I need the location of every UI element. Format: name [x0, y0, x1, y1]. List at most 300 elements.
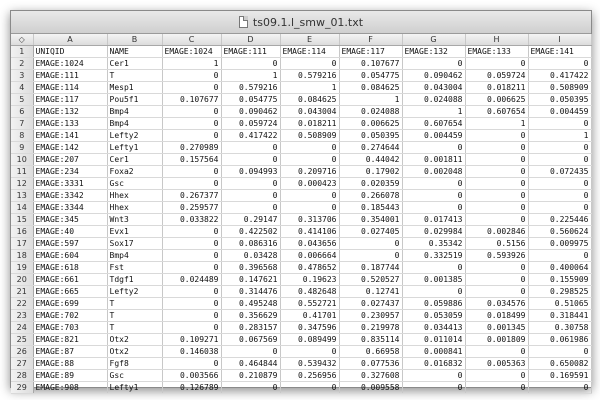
cell-d25[interactable]: 0.067569 — [221, 334, 280, 346]
cell-a7[interactable]: EMAGE:133 — [33, 118, 107, 130]
cell-h16[interactable]: 0.002846 — [465, 226, 528, 238]
cell-e29[interactable]: 0 — [280, 382, 339, 394]
cell-i1[interactable]: EMAGE:141 — [528, 46, 591, 58]
cell-d27[interactable]: 0.464844 — [221, 358, 280, 370]
cell-i6[interactable]: 0.004459 — [528, 106, 591, 118]
cell-b3[interactable]: T — [107, 70, 162, 82]
cell-i18[interactable]: 0 — [528, 250, 591, 262]
cell-b15[interactable]: Wnt3 — [107, 214, 162, 226]
cell-c4[interactable]: 0 — [162, 82, 221, 94]
row-header[interactable]: 29 — [11, 382, 33, 394]
cell-i7[interactable]: 0 — [528, 118, 591, 130]
cell-i11[interactable]: 0.072435 — [528, 166, 591, 178]
cell-b10[interactable]: Cer1 — [107, 154, 162, 166]
cell-a26[interactable]: EMAGE:87 — [33, 346, 107, 358]
cell-b8[interactable]: Lefty2 — [107, 130, 162, 142]
cell-a13[interactable]: EMAGE:3342 — [33, 190, 107, 202]
cell-d1[interactable]: EMAGE:111 — [221, 46, 280, 58]
cell-i12[interactable]: 0 — [528, 178, 591, 190]
cell-d28[interactable]: 0.210879 — [221, 370, 280, 382]
cell-i4[interactable]: 0.508909 — [528, 82, 591, 94]
cell-g14[interactable]: 0 — [402, 202, 465, 214]
cell-h18[interactable]: 0.593926 — [465, 250, 528, 262]
row-header[interactable]: 23 — [11, 310, 33, 322]
cell-b1[interactable]: NAME — [107, 46, 162, 58]
cell-d24[interactable]: 0.283157 — [221, 322, 280, 334]
cell-g21[interactable]: 0 — [402, 286, 465, 298]
cell-g18[interactable]: 0.332519 — [402, 250, 465, 262]
cell-f19[interactable]: 0.187744 — [339, 262, 402, 274]
cell-f15[interactable]: 0.354001 — [339, 214, 402, 226]
cell-c5[interactable]: 0.107677 — [162, 94, 221, 106]
cell-f22[interactable]: 0.027437 — [339, 298, 402, 310]
cell-e13[interactable]: 0 — [280, 190, 339, 202]
cell-f16[interactable]: 0.027405 — [339, 226, 402, 238]
cell-c8[interactable]: 0 — [162, 130, 221, 142]
cell-f7[interactable]: 0.006625 — [339, 118, 402, 130]
column-header-h[interactable]: H — [465, 34, 528, 46]
cell-c28[interactable]: 0.003566 — [162, 370, 221, 382]
cell-b22[interactable]: T — [107, 298, 162, 310]
cell-h2[interactable]: 0 — [465, 58, 528, 70]
cell-b23[interactable]: T — [107, 310, 162, 322]
cell-d29[interactable]: 0 — [221, 382, 280, 394]
cell-g11[interactable]: 0.002048 — [402, 166, 465, 178]
cell-f11[interactable]: 0.17902 — [339, 166, 402, 178]
cell-g29[interactable]: 0 — [402, 382, 465, 394]
cell-d11[interactable]: 0.094993 — [221, 166, 280, 178]
cell-d17[interactable]: 0.086316 — [221, 238, 280, 250]
cell-e12[interactable]: 0.000423 — [280, 178, 339, 190]
cell-e11[interactable]: 0.209716 — [280, 166, 339, 178]
cell-e25[interactable]: 0.089499 — [280, 334, 339, 346]
cell-a1[interactable]: UNIQID — [33, 46, 107, 58]
row-header[interactable]: 24 — [11, 322, 33, 334]
cell-g26[interactable]: 0.000841 — [402, 346, 465, 358]
cell-h9[interactable]: 0 — [465, 142, 528, 154]
cell-a4[interactable]: EMAGE:114 — [33, 82, 107, 94]
cell-d20[interactable]: 0.147621 — [221, 274, 280, 286]
cell-h27[interactable]: 0.005363 — [465, 358, 528, 370]
cell-i2[interactable]: 0 — [528, 58, 591, 70]
cell-c11[interactable]: 0 — [162, 166, 221, 178]
cell-c29[interactable]: 0.126789 — [162, 382, 221, 394]
cell-d21[interactable]: 0.314476 — [221, 286, 280, 298]
cell-e16[interactable]: 0.414106 — [280, 226, 339, 238]
cell-a17[interactable]: EMAGE:597 — [33, 238, 107, 250]
cell-f27[interactable]: 0.077536 — [339, 358, 402, 370]
cell-b16[interactable]: Evx1 — [107, 226, 162, 238]
row-header[interactable]: 6 — [11, 106, 33, 118]
cell-h3[interactable]: 0.059724 — [465, 70, 528, 82]
row-header[interactable]: 2 — [11, 58, 33, 70]
cell-c2[interactable]: 1 — [162, 58, 221, 70]
cell-d3[interactable]: 1 — [221, 70, 280, 82]
cell-d26[interactable]: 0 — [221, 346, 280, 358]
cell-f14[interactable]: 0.185443 — [339, 202, 402, 214]
column-header-c[interactable]: C — [162, 34, 221, 46]
cell-a20[interactable]: EMAGE:661 — [33, 274, 107, 286]
column-header-g[interactable]: G — [402, 34, 465, 46]
cell-a8[interactable]: EMAGE:141 — [33, 130, 107, 142]
cell-e1[interactable]: EMAGE:114 — [280, 46, 339, 58]
cell-e8[interactable]: 0.508909 — [280, 130, 339, 142]
cell-i8[interactable]: 1 — [528, 130, 591, 142]
cell-d5[interactable]: 0.054775 — [221, 94, 280, 106]
cell-g12[interactable]: 0 — [402, 178, 465, 190]
cell-g2[interactable]: 0 — [402, 58, 465, 70]
cell-e21[interactable]: 0.482648 — [280, 286, 339, 298]
cell-h13[interactable]: 0 — [465, 190, 528, 202]
row-header[interactable]: 25 — [11, 334, 33, 346]
cell-c24[interactable]: 0 — [162, 322, 221, 334]
cell-c20[interactable]: 0.024489 — [162, 274, 221, 286]
cell-f23[interactable]: 0.230957 — [339, 310, 402, 322]
cell-g20[interactable]: 0.001385 — [402, 274, 465, 286]
cell-h10[interactable]: 0 — [465, 154, 528, 166]
cell-i21[interactable]: 0.298525 — [528, 286, 591, 298]
cell-b29[interactable]: Lefty1 — [107, 382, 162, 394]
cell-d10[interactable]: 0 — [221, 154, 280, 166]
select-all-corner[interactable] — [11, 34, 33, 46]
row-header[interactable]: 1 — [11, 46, 33, 58]
cell-e17[interactable]: 0.043656 — [280, 238, 339, 250]
cell-a6[interactable]: EMAGE:132 — [33, 106, 107, 118]
cell-i26[interactable]: 0 — [528, 346, 591, 358]
cell-e7[interactable]: 0.018211 — [280, 118, 339, 130]
cell-c25[interactable]: 0.109271 — [162, 334, 221, 346]
cell-e5[interactable]: 0.084625 — [280, 94, 339, 106]
cell-g6[interactable]: 1 — [402, 106, 465, 118]
cell-i24[interactable]: 0.30758 — [528, 322, 591, 334]
cell-h6[interactable]: 0.607654 — [465, 106, 528, 118]
cell-d14[interactable]: 0 — [221, 202, 280, 214]
cell-i19[interactable]: 0.400064 — [528, 262, 591, 274]
cell-i28[interactable]: 0.169591 — [528, 370, 591, 382]
cell-c6[interactable]: 0 — [162, 106, 221, 118]
cell-f3[interactable]: 0.054775 — [339, 70, 402, 82]
cell-e6[interactable]: 0.043004 — [280, 106, 339, 118]
cell-i9[interactable]: 0 — [528, 142, 591, 154]
cell-h22[interactable]: 0.034576 — [465, 298, 528, 310]
cell-h29[interactable]: 0 — [465, 382, 528, 394]
cell-b17[interactable]: Sox17 — [107, 238, 162, 250]
cell-h24[interactable]: 0.001345 — [465, 322, 528, 334]
cell-a27[interactable]: EMAGE:88 — [33, 358, 107, 370]
cell-f29[interactable]: 0.009558 — [339, 382, 402, 394]
cell-e2[interactable]: 0 — [280, 58, 339, 70]
cell-d22[interactable]: 0.495248 — [221, 298, 280, 310]
column-header-i[interactable]: I — [528, 34, 591, 46]
cell-d18[interactable]: 0.03428 — [221, 250, 280, 262]
cell-e22[interactable]: 0.552721 — [280, 298, 339, 310]
cell-h4[interactable]: 0.018211 — [465, 82, 528, 94]
cell-f6[interactable]: 0.024088 — [339, 106, 402, 118]
cell-e4[interactable]: 1 — [280, 82, 339, 94]
cell-g15[interactable]: 0.017413 — [402, 214, 465, 226]
cell-g4[interactable]: 0.043004 — [402, 82, 465, 94]
cell-f25[interactable]: 0.835114 — [339, 334, 402, 346]
cell-a21[interactable]: EMAGE:665 — [33, 286, 107, 298]
cell-c3[interactable]: 0 — [162, 70, 221, 82]
row-header[interactable]: 26 — [11, 346, 33, 358]
cell-a29[interactable]: EMAGE:908 — [33, 382, 107, 394]
cell-d13[interactable]: 0 — [221, 190, 280, 202]
cell-f12[interactable]: 0.020359 — [339, 178, 402, 190]
cell-c21[interactable]: 0 — [162, 286, 221, 298]
cell-e15[interactable]: 0.313706 — [280, 214, 339, 226]
cell-b28[interactable]: Gsc — [107, 370, 162, 382]
cell-e3[interactable]: 0.579216 — [280, 70, 339, 82]
row-header[interactable]: 10 — [11, 154, 33, 166]
cell-i20[interactable]: 0.155909 — [528, 274, 591, 286]
cell-i10[interactable]: 0 — [528, 154, 591, 166]
cell-c1[interactable]: EMAGE:1024 — [162, 46, 221, 58]
row-header[interactable]: 5 — [11, 94, 33, 106]
cell-i5[interactable]: 0.050395 — [528, 94, 591, 106]
cell-g27[interactable]: 0.016832 — [402, 358, 465, 370]
cell-i25[interactable]: 0.061986 — [528, 334, 591, 346]
cell-c27[interactable]: 0 — [162, 358, 221, 370]
cell-c15[interactable]: 0.033822 — [162, 214, 221, 226]
cell-a5[interactable]: EMAGE:117 — [33, 94, 107, 106]
cell-b6[interactable]: Bmp4 — [107, 106, 162, 118]
cell-h17[interactable]: 0.5156 — [465, 238, 528, 250]
cell-g9[interactable]: 0 — [402, 142, 465, 154]
cell-f18[interactable]: 0 — [339, 250, 402, 262]
row-header[interactable]: 22 — [11, 298, 33, 310]
row-header[interactable]: 28 — [11, 370, 33, 382]
cell-g5[interactable]: 0.024088 — [402, 94, 465, 106]
cell-f21[interactable]: 0.12741 — [339, 286, 402, 298]
cell-d6[interactable]: 0.090462 — [221, 106, 280, 118]
cell-f8[interactable]: 0.050395 — [339, 130, 402, 142]
cell-d9[interactable]: 0 — [221, 142, 280, 154]
cell-b11[interactable]: Foxa2 — [107, 166, 162, 178]
cell-e18[interactable]: 0.006664 — [280, 250, 339, 262]
cell-d12[interactable]: 0 — [221, 178, 280, 190]
cell-h1[interactable]: EMAGE:133 — [465, 46, 528, 58]
column-header-d[interactable]: D — [221, 34, 280, 46]
cell-a24[interactable]: EMAGE:703 — [33, 322, 107, 334]
cell-c9[interactable]: 0.270989 — [162, 142, 221, 154]
cell-d16[interactable]: 0.422502 — [221, 226, 280, 238]
cell-e24[interactable]: 0.347596 — [280, 322, 339, 334]
cell-h23[interactable]: 0.018499 — [465, 310, 528, 322]
cell-d2[interactable]: 0 — [221, 58, 280, 70]
cell-f5[interactable]: 1 — [339, 94, 402, 106]
cell-h26[interactable]: 0 — [465, 346, 528, 358]
title-bar[interactable] — [11, 11, 591, 34]
cell-g8[interactable]: 0.004459 — [402, 130, 465, 142]
row-header[interactable]: 3 — [11, 70, 33, 82]
cell-g7[interactable]: 0.607654 — [402, 118, 465, 130]
cell-a25[interactable]: EMAGE:821 — [33, 334, 107, 346]
cell-i23[interactable]: 0.318441 — [528, 310, 591, 322]
row-header[interactable]: 20 — [11, 274, 33, 286]
cell-i3[interactable]: 0.417422 — [528, 70, 591, 82]
cell-f1[interactable]: EMAGE:117 — [339, 46, 402, 58]
cell-e19[interactable]: 0.478652 — [280, 262, 339, 274]
row-header[interactable]: 15 — [11, 214, 33, 226]
cell-a2[interactable]: EMAGE:1024 — [33, 58, 107, 70]
cell-a11[interactable]: EMAGE:234 — [33, 166, 107, 178]
cell-h12[interactable]: 0 — [465, 178, 528, 190]
cell-c13[interactable]: 0.267377 — [162, 190, 221, 202]
cell-f2[interactable]: 0.107677 — [339, 58, 402, 70]
row-header[interactable]: 11 — [11, 166, 33, 178]
cell-e26[interactable]: 0 — [280, 346, 339, 358]
cell-a10[interactable]: EMAGE:207 — [33, 154, 107, 166]
cell-f17[interactable]: 0 — [339, 238, 402, 250]
cell-c16[interactable]: 0 — [162, 226, 221, 238]
cell-f20[interactable]: 0.520527 — [339, 274, 402, 286]
cell-e9[interactable]: 0 — [280, 142, 339, 154]
cell-a19[interactable]: EMAGE:618 — [33, 262, 107, 274]
cell-h21[interactable]: 0 — [465, 286, 528, 298]
cell-b9[interactable]: Lefty1 — [107, 142, 162, 154]
cell-h7[interactable]: 1 — [465, 118, 528, 130]
cell-d19[interactable]: 0.396568 — [221, 262, 280, 274]
cell-e27[interactable]: 0.539432 — [280, 358, 339, 370]
cell-h20[interactable]: 0 — [465, 274, 528, 286]
cell-g16[interactable]: 0.029984 — [402, 226, 465, 238]
cell-f4[interactable]: 0.084625 — [339, 82, 402, 94]
cell-b14[interactable]: Hhex — [107, 202, 162, 214]
cell-g13[interactable]: 0 — [402, 190, 465, 202]
cell-h28[interactable]: 0 — [465, 370, 528, 382]
cell-e23[interactable]: 0.41701 — [280, 310, 339, 322]
cell-i13[interactable]: 0 — [528, 190, 591, 202]
row-header[interactable]: 8 — [11, 130, 33, 142]
cell-h11[interactable]: 0 — [465, 166, 528, 178]
cell-i22[interactable]: 0.51065 — [528, 298, 591, 310]
cell-b2[interactable]: Cer1 — [107, 58, 162, 70]
cell-b12[interactable]: Gsc — [107, 178, 162, 190]
cell-g28[interactable]: 0 — [402, 370, 465, 382]
cell-f9[interactable]: 0.274644 — [339, 142, 402, 154]
cell-i15[interactable]: 0.225446 — [528, 214, 591, 226]
cell-a23[interactable]: EMAGE:702 — [33, 310, 107, 322]
cell-e10[interactable]: 0 — [280, 154, 339, 166]
cell-h14[interactable]: 0 — [465, 202, 528, 214]
cell-b19[interactable]: Fst — [107, 262, 162, 274]
cell-g24[interactable]: 0.034413 — [402, 322, 465, 334]
cell-e28[interactable]: 0.256956 — [280, 370, 339, 382]
cell-i29[interactable]: 0 — [528, 382, 591, 394]
cell-g25[interactable]: 0.011014 — [402, 334, 465, 346]
cell-h5[interactable]: 0.006625 — [465, 94, 528, 106]
row-header[interactable]: 14 — [11, 202, 33, 214]
cell-b5[interactable]: Pou5f1 — [107, 94, 162, 106]
cell-e20[interactable]: 0.19623 — [280, 274, 339, 286]
cell-a3[interactable]: EMAGE:111 — [33, 70, 107, 82]
cell-g22[interactable]: 0.059886 — [402, 298, 465, 310]
cell-d7[interactable]: 0.059724 — [221, 118, 280, 130]
column-header-a[interactable]: A — [33, 34, 107, 46]
cell-h19[interactable]: 0 — [465, 262, 528, 274]
cell-a9[interactable]: EMAGE:142 — [33, 142, 107, 154]
column-header-f[interactable]: F — [339, 34, 402, 46]
cell-g17[interactable]: 0.35342 — [402, 238, 465, 250]
cell-i17[interactable]: 0.009975 — [528, 238, 591, 250]
cell-c22[interactable]: 0 — [162, 298, 221, 310]
cell-d8[interactable]: 0.417422 — [221, 130, 280, 142]
cell-c18[interactable]: 0 — [162, 250, 221, 262]
row-header[interactable]: 17 — [11, 238, 33, 250]
cell-a12[interactable]: EMAGE:3331 — [33, 178, 107, 190]
cell-f10[interactable]: 0.44042 — [339, 154, 402, 166]
cell-c23[interactable]: 0 — [162, 310, 221, 322]
cell-a28[interactable]: EMAGE:89 — [33, 370, 107, 382]
cell-b20[interactable]: Tdgf1 — [107, 274, 162, 286]
row-header[interactable]: 9 — [11, 142, 33, 154]
cell-b4[interactable]: Mesp1 — [107, 82, 162, 94]
cell-c12[interactable]: 0 — [162, 178, 221, 190]
row-header[interactable]: 7 — [11, 118, 33, 130]
cell-a18[interactable]: EMAGE:604 — [33, 250, 107, 262]
cell-b24[interactable]: T — [107, 322, 162, 334]
cell-i14[interactable]: 0 — [528, 202, 591, 214]
cell-c17[interactable]: 0 — [162, 238, 221, 250]
cell-b25[interactable]: Otx2 — [107, 334, 162, 346]
row-header[interactable]: 18 — [11, 250, 33, 262]
cell-h15[interactable]: 0 — [465, 214, 528, 226]
cell-a22[interactable]: EMAGE:699 — [33, 298, 107, 310]
row-header[interactable]: 16 — [11, 226, 33, 238]
row-header[interactable]: 12 — [11, 178, 33, 190]
row-header[interactable]: 19 — [11, 262, 33, 274]
cell-g19[interactable]: 0 — [402, 262, 465, 274]
cell-b18[interactable]: Bmp4 — [107, 250, 162, 262]
cell-g3[interactable]: 0.090462 — [402, 70, 465, 82]
cell-d23[interactable]: 0.356629 — [221, 310, 280, 322]
cell-g1[interactable]: EMAGE:132 — [402, 46, 465, 58]
cell-c7[interactable]: 0 — [162, 118, 221, 130]
cell-b21[interactable]: Lefty2 — [107, 286, 162, 298]
cell-g10[interactable]: 0.001811 — [402, 154, 465, 166]
cell-c14[interactable]: 0.259577 — [162, 202, 221, 214]
column-header-e[interactable]: E — [280, 34, 339, 46]
cell-h8[interactable]: 0 — [465, 130, 528, 142]
cell-f13[interactable]: 0.266078 — [339, 190, 402, 202]
cell-d15[interactable]: 0.29147 — [221, 214, 280, 226]
cell-h25[interactable]: 0.001809 — [465, 334, 528, 346]
cell-i27[interactable]: 0.650082 — [528, 358, 591, 370]
cell-a15[interactable]: EMAGE:345 — [33, 214, 107, 226]
row-header[interactable]: 27 — [11, 358, 33, 370]
cell-e14[interactable]: 0 — [280, 202, 339, 214]
row-header[interactable]: 4 — [11, 82, 33, 94]
row-header[interactable]: 13 — [11, 190, 33, 202]
cell-d4[interactable]: 0.579216 — [221, 82, 280, 94]
row-header[interactable]: 21 — [11, 286, 33, 298]
cell-a16[interactable]: EMAGE:40 — [33, 226, 107, 238]
cell-c26[interactable]: 0.146038 — [162, 346, 221, 358]
cell-b27[interactable]: Fgf8 — [107, 358, 162, 370]
cell-f28[interactable]: 0.327608 — [339, 370, 402, 382]
cell-f26[interactable]: 0.66958 — [339, 346, 402, 358]
cell-b7[interactable]: Bmp4 — [107, 118, 162, 130]
cell-c19[interactable]: 0 — [162, 262, 221, 274]
cell-f24[interactable]: 0.219978 — [339, 322, 402, 334]
cell-b13[interactable]: Hhex — [107, 190, 162, 202]
cell-b26[interactable]: Otx2 — [107, 346, 162, 358]
cell-a14[interactable]: EMAGE:3344 — [33, 202, 107, 214]
cell-g23[interactable]: 0.053059 — [402, 310, 465, 322]
column-header-b[interactable]: B — [107, 34, 162, 46]
cell-c10[interactable]: 0.157564 — [162, 154, 221, 166]
